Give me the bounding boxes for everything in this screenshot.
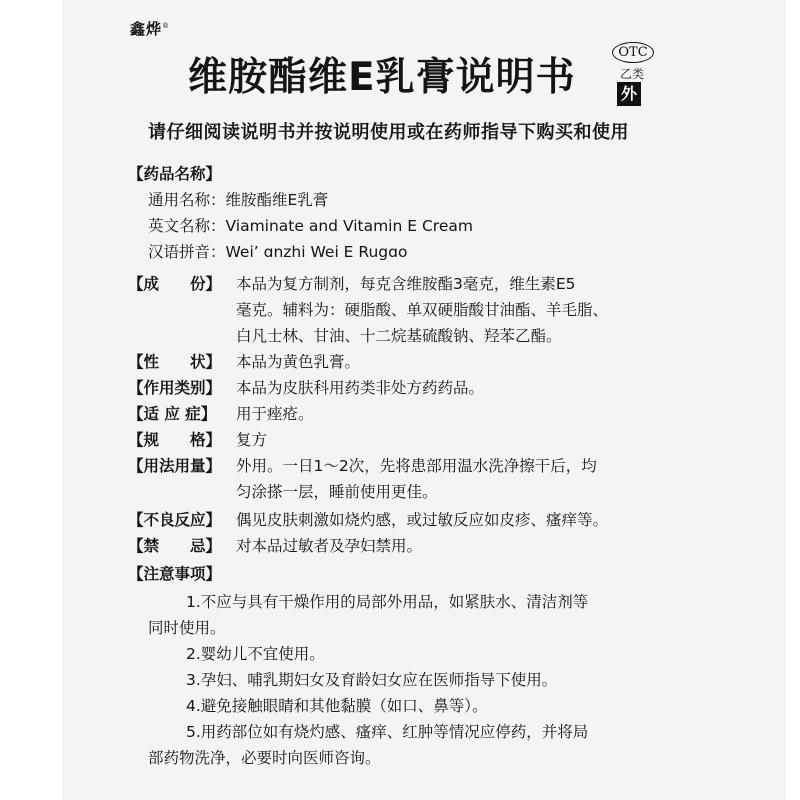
brand-logo: 鑫烨®: [130, 20, 171, 38]
pinyin-row: [148, 242, 407, 262]
composition-line: 毫克。辅料为：硬脂酸、单双硬脂酸甘油酯、羊毛脂、: [236, 301, 609, 319]
contraindications-label: 【禁 忌】: [128, 537, 222, 555]
precautions-header: 【注意事项】: [128, 565, 222, 583]
category-badge: 乙类: [620, 67, 645, 81]
usage-line: 匀涂搽一层，睡前使用更佳。: [236, 483, 438, 501]
instruction-subtitle: 请仔细阅读说明书并按说明使用或在药师指导下购买和使用: [148, 122, 629, 143]
english-name-row: [148, 216, 473, 236]
precaution-item: 1.不应与具有干燥作用的局部外用品，如紧肤水、清洁剂等: [186, 593, 589, 611]
precaution-item: 4.避免接触眼睛和其他黏膜（如口、鼻等）。: [186, 697, 488, 715]
indications-value: 用于痤疮。: [236, 405, 314, 423]
generic-name-row: [148, 190, 328, 210]
properties-label: 【性 状】: [128, 353, 222, 371]
precaution-item: 同时使用。: [148, 619, 226, 637]
specification-label: 【规 格】: [128, 431, 222, 449]
usage-line: 外用。一日1～2次，先将患部用温水洗净擦干后，均: [236, 457, 597, 475]
composition-line: 本品为复方制剂，每克含维胺酯3毫克，维生素E5: [236, 275, 576, 293]
usage-label: 【用法用量】: [128, 457, 222, 475]
properties-value: 本品为黄色乳膏。: [236, 353, 361, 371]
generic-name-label: 通用名称：: [148, 191, 226, 209]
generic-name-value: 维胺酯维E乳膏: [225, 191, 329, 209]
composition-line: 白凡士林、甘油、十二烷基硫酸钠、羟苯乙酯。: [236, 327, 562, 345]
precaution-item: 2.婴幼儿不宜使用。: [186, 645, 325, 663]
document-title: 维胺酯维E乳膏说明书: [188, 55, 576, 100]
precaution-item: 5.用药部位如有烧灼感、瘙痒、红肿等情况应停药，并将局: [186, 723, 589, 741]
external-use-badge: 外: [617, 82, 641, 106]
english-name-label: 英文名称：: [148, 217, 226, 235]
specification-value: 复方: [236, 431, 268, 449]
contraindications-value: 对本品过敏者及孕妇禁用。: [236, 537, 423, 555]
category-value: 本品为皮肤科用药类非处方药药品。: [236, 379, 485, 397]
adverse-label: 【不良反应】: [128, 511, 222, 529]
drug-name-header: 【药品名称】: [128, 165, 222, 183]
adverse-value: 偶见皮肤刺激如烧灼感，或过敏反应如皮疹、瘙痒等。: [236, 511, 609, 529]
english-name-value: Viaminate and Vitamin E Cream: [225, 217, 473, 235]
pinyin-value: Wei’ ɑnzhi Wei E Rugɑo: [225, 243, 408, 261]
precaution-item: 3.孕妇、哺乳期妇女及育龄妇女应在医师指导下使用。: [186, 671, 558, 689]
otc-badge: OTC: [612, 42, 654, 63]
category-label: 【作用类别】: [128, 379, 222, 397]
pinyin-label: 汉语拼音：: [148, 243, 226, 261]
composition-label: 【成 份】: [128, 275, 222, 293]
precaution-item: 部药物洗净，必要时向医师咨询。: [148, 749, 381, 767]
indications-label: 【适 应 症】: [128, 405, 217, 423]
